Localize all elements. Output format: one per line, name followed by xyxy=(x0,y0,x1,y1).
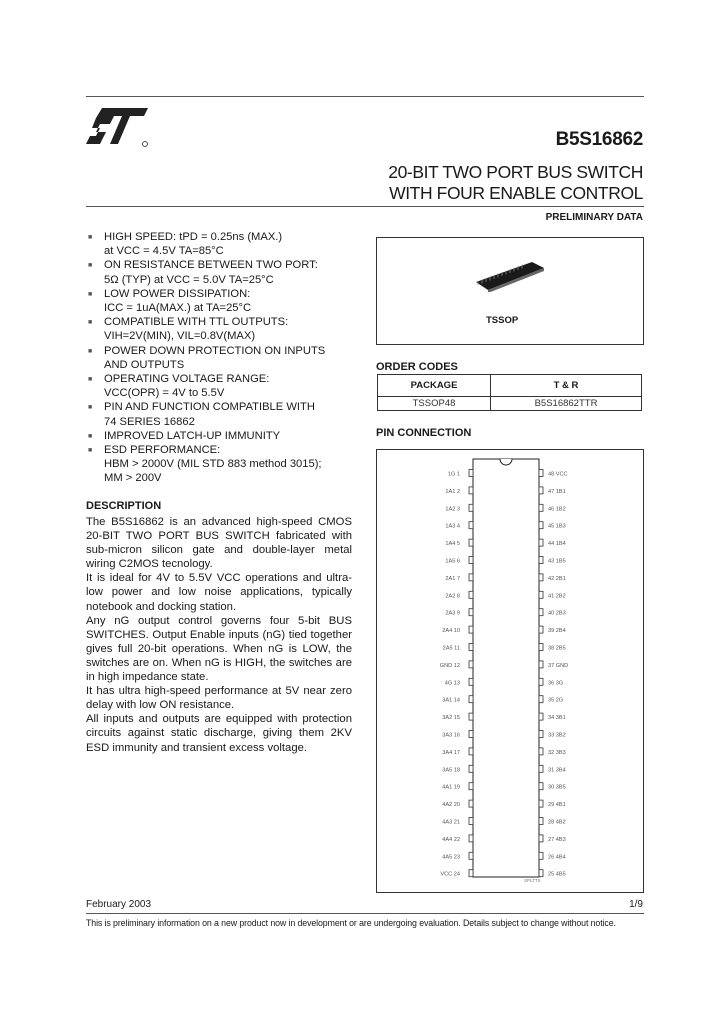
pin-right-label: 48 VCC xyxy=(548,471,568,478)
feature-line: VIH=2V(MIN), VIL=0.8V(MAX) xyxy=(104,330,256,343)
pin-left-label: 4G 13 xyxy=(444,680,460,687)
pin-right-label: 41 2B2 xyxy=(548,593,566,600)
pin-right-label: 26 4B4 xyxy=(548,854,566,861)
feature-line: MM > 200V xyxy=(104,472,162,485)
subtitle-line2: WITH FOUR ENABLE CONTROL xyxy=(389,183,643,203)
pin-right-stub xyxy=(539,835,543,842)
pin-right-label: 40 2B3 xyxy=(548,610,566,617)
description-heading: DESCRIPTION xyxy=(86,500,162,512)
feature-item xyxy=(86,287,366,315)
top-rule xyxy=(86,96,644,97)
bullet-icon: ■ xyxy=(88,376,93,384)
footer-date: February 2003 xyxy=(86,899,152,910)
feature-line: 74 SERIES 16862 xyxy=(104,415,195,428)
pin-left-label: GND 12 xyxy=(439,662,460,669)
pin-right-stub xyxy=(539,713,543,720)
pin-left-stub xyxy=(469,870,473,877)
pin-right-stub xyxy=(539,852,543,859)
pin-right-stub xyxy=(539,800,543,807)
pin-right-label: 45 1B3 xyxy=(548,523,566,530)
footer-page: 1/9 xyxy=(629,899,643,910)
pin-right-stub xyxy=(539,522,543,529)
pin-left-label: 4A2 20 xyxy=(442,802,460,809)
feature-line: 5Ω (TYP) at VCC = 5.0V TA=25°C xyxy=(104,273,274,286)
pin-left-stub xyxy=(469,470,473,477)
bullet-icon: ■ xyxy=(88,432,93,440)
pin-right-label: 31 3B4 xyxy=(548,767,566,774)
pin-left-label: 4A5 23 xyxy=(442,854,460,861)
pin-right-label: 46 1B2 xyxy=(548,506,566,513)
pin-left-stub xyxy=(469,487,473,494)
pin-left-label: 1A2 3 xyxy=(445,506,460,513)
feature-item xyxy=(86,230,366,258)
pin-left-label: 3A4 17 xyxy=(442,749,460,756)
feature-line: IMPROVED LATCH-UP IMMUNITY xyxy=(104,429,281,442)
pin-right-stub xyxy=(539,644,543,651)
order-cell-tr: B5S16862TTR xyxy=(491,397,642,411)
bullet-icon: ■ xyxy=(88,447,93,455)
pin-right-label: 34 3B1 xyxy=(548,715,566,722)
pin-left-stub xyxy=(469,783,473,790)
pin-right-label: 33 3B2 xyxy=(548,732,566,739)
pin-right-stub xyxy=(539,678,543,685)
pin-right-label: 30 3B5 xyxy=(548,784,566,791)
feature-line: ICC = 1uA(MAX.) at TA=25°C xyxy=(104,302,252,315)
pin-connection-heading: PIN CONNECTION xyxy=(376,427,472,439)
footer-note: This is preliminary information on a new product now in development or are undergoing evaluation. Details subject to change without notice. xyxy=(86,918,616,928)
pin-right-label: 25 4B5 xyxy=(548,871,566,878)
pin-left-label: 1A5 6 xyxy=(445,558,460,565)
pin-right-stub xyxy=(539,591,543,598)
feature-item xyxy=(86,258,366,286)
order-codes-heading: ORDER CODES xyxy=(376,361,458,373)
pin-right-label: 44 1B4 xyxy=(548,541,566,548)
pin-left-stub xyxy=(469,852,473,859)
description-paragraph: It has ultra high-speed performance at 5V near zero delay with low ON resistance. xyxy=(86,685,352,712)
feature-line: PIN AND FUNCTION COMPATIBLE WITH xyxy=(104,401,315,414)
pin-left-label: VCC 24 xyxy=(440,871,460,878)
pin-left-stub xyxy=(469,678,473,685)
pin-left-label: 1A1 2 xyxy=(445,488,460,495)
pin-left-stub xyxy=(469,591,473,598)
pin-right-stub xyxy=(539,609,543,616)
description-body xyxy=(86,515,352,755)
pin-left-stub xyxy=(469,765,473,772)
feature-line: ESD PERFORMANCE: xyxy=(104,444,221,457)
feature-line: HIGH SPEED: tPD = 0.25ns (MAX.) xyxy=(104,231,283,243)
feature-item xyxy=(86,429,366,443)
description-paragraph: Any nG output control governs four 5-bit BUS SWITCHES. Output Enable inputs (nG) tied together gives full 20-bit operations. When nG is LOW, the switches are on. When nG is HIGH, the switches are in high impedance state. xyxy=(86,614,352,684)
pin-left-stub xyxy=(469,539,473,546)
bullet-icon: ■ xyxy=(88,262,93,270)
pin-right-label: 29 4B1 xyxy=(548,802,566,809)
feature-line: LOW POWER DISSIPATION: xyxy=(104,287,251,300)
pin-left-stub xyxy=(469,609,473,616)
order-header-tr: T & R xyxy=(491,375,642,397)
pin-left-label: 3A1 14 xyxy=(442,697,460,704)
pin-left-label: 2A2 8 xyxy=(445,593,460,600)
pin-left-label: 4A3 21 xyxy=(442,819,460,826)
pin-right-stub xyxy=(539,539,543,546)
pin-right-stub xyxy=(539,765,543,772)
pin-right-stub xyxy=(539,731,543,738)
pin-left-stub xyxy=(469,835,473,842)
pin-left-label: 2A1 7 xyxy=(445,575,460,582)
order-codes-table xyxy=(377,374,642,411)
pin-left-stub xyxy=(469,522,473,529)
pin-right-stub xyxy=(539,487,543,494)
pin-right-stub xyxy=(539,470,543,477)
feature-line: at VCC = 4.5V TA=85°C xyxy=(104,245,224,258)
pin-left-label: 2A4 10 xyxy=(442,628,460,635)
bullet-icon: ■ xyxy=(88,234,93,241)
pin-left-label: 1A3 4 xyxy=(445,523,460,530)
pin-left-stub xyxy=(469,818,473,825)
pin-right-label: 38 2B5 xyxy=(548,645,566,652)
feature-item xyxy=(86,372,366,400)
pin-right-label: 43 1B5 xyxy=(548,558,566,565)
feature-item xyxy=(86,315,366,343)
pin-right-stub xyxy=(539,818,543,825)
feature-line: ON RESISTANCE BETWEEN TWO PORT: xyxy=(104,259,318,272)
diagram-caption: SPLTTS xyxy=(524,878,541,883)
table-row xyxy=(378,397,642,411)
pin-right-stub xyxy=(539,661,543,668)
pin-right-label: 27 4B3 xyxy=(548,836,566,843)
feature-line: AND OUTPUTS xyxy=(104,358,185,371)
pin-left-label: 4A1 19 xyxy=(442,784,460,791)
feature-line: OPERATING VOLTAGE RANGE: xyxy=(104,373,270,386)
pin-right-label: 35 2G xyxy=(548,697,564,704)
pin-right-stub xyxy=(539,696,543,703)
feature-item xyxy=(86,400,366,428)
pin-right-stub xyxy=(539,557,543,564)
feature-list xyxy=(86,230,366,486)
tssop-chip-icon xyxy=(472,260,546,292)
pin-left-label: 2A5 11 xyxy=(442,645,460,652)
order-cell-package: TSSOP48 xyxy=(378,397,491,411)
pin-right-stub xyxy=(539,574,543,581)
description-paragraph: All inputs and outputs are equipped with protection circuits against static discharge, giving them 2KV ESD immunity and transient excess voltage. xyxy=(86,713,352,754)
feature-line: HBM > 2000V (MIL STD 883 method 3015); xyxy=(104,458,322,471)
pin-right-label: 47 1B1 xyxy=(548,488,566,495)
package-label: TSSOP xyxy=(486,315,519,326)
pin-right-stub xyxy=(539,870,543,877)
description-paragraph: The B5S16862 is an advanced high-speed CMOS 20-BIT TWO PORT BUS SWITCH fabricated with sub-micron silicon gate and double-layer metal wiring C2MOS tecnology. xyxy=(86,516,352,571)
pin-left-label: 1G 1 xyxy=(447,471,460,478)
pin-left-stub xyxy=(469,696,473,703)
pin-right-stub xyxy=(539,783,543,790)
subtitle-line1: 20-BIT TWO PORT BUS SWITCH xyxy=(388,162,643,182)
bullet-icon: ■ xyxy=(88,347,93,355)
pin-right-label: 42 2B1 xyxy=(548,575,566,582)
pin-diagram xyxy=(376,449,642,891)
pin-left-stub xyxy=(469,574,473,581)
feature-item xyxy=(86,443,366,486)
pin-left-label: 3A5 18 xyxy=(442,767,460,774)
footer-rule xyxy=(86,913,644,914)
pin-left-stub xyxy=(469,748,473,755)
pin-left-stub xyxy=(469,626,473,633)
pin-right-stub xyxy=(539,626,543,633)
pin-left-label: 1A4 5 xyxy=(445,541,460,548)
pin-left-stub xyxy=(469,557,473,564)
pin-left-stub xyxy=(469,800,473,807)
mid-rule xyxy=(86,206,644,207)
pin-left-stub xyxy=(469,713,473,720)
pin-right-label: 39 2B4 xyxy=(548,628,566,635)
feature-item xyxy=(86,344,366,372)
feature-line: COMPATIBLE WITH TTL OUTPUTS: xyxy=(104,316,289,329)
pin-left-stub xyxy=(469,661,473,668)
pin-right-stub xyxy=(539,504,543,511)
bullet-icon: ■ xyxy=(88,404,93,412)
part-number: B5S16862 xyxy=(555,129,643,150)
st-logo-icon xyxy=(86,104,148,148)
pin-left-stub xyxy=(469,731,473,738)
feature-line: VCC(OPR) = 4V to 5.5V xyxy=(104,387,225,400)
pin-left-stub xyxy=(469,504,473,511)
pin-left-stub xyxy=(469,644,473,651)
pin-right-label: 36 3G xyxy=(548,680,564,687)
pin-right-label: 32 3B3 xyxy=(548,749,566,756)
order-header-package: PACKAGE xyxy=(378,375,491,397)
feature-line: POWER DOWN PROTECTION ON INPUTS xyxy=(104,344,326,357)
chip-body xyxy=(473,459,539,877)
pin-right-label: 28 4B2 xyxy=(548,819,566,826)
pin-left-label: 4A4 22 xyxy=(442,836,460,843)
bullet-icon: ■ xyxy=(88,319,93,327)
pin-right-stub xyxy=(539,748,543,755)
pin-right-label: 37 GND xyxy=(548,662,569,669)
pin-left-label: 3A3 16 xyxy=(442,732,460,739)
chip-notch xyxy=(500,459,512,465)
description-paragraph: It is ideal for 4V to 5.5V VCC operations and ultra-low power and low noise applications, typically notebook and docking station. xyxy=(86,572,352,613)
bullet-icon: ■ xyxy=(88,290,93,298)
preliminary-label: PRELIMINARY DATA xyxy=(545,212,643,223)
pin-left-label: 2A3 9 xyxy=(445,610,460,617)
pin-left-label: 3A2 15 xyxy=(442,715,460,722)
